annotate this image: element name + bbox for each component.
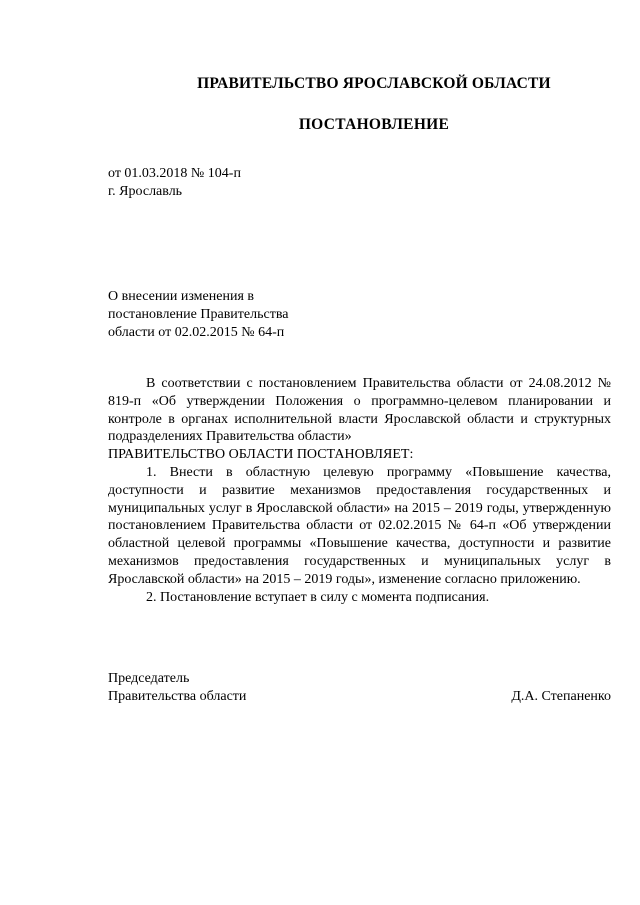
document-type: ПОСТАНОВЛЕНИЕ: [298, 116, 450, 133]
signer-title-line2: Правительства области: [108, 689, 247, 704]
city: г. Ярославль: [108, 184, 183, 199]
signature-block: [108, 670, 611, 706]
government-title: ПРАВИТЕЛЬСТВО ЯРОСЛАВСКОЙ ОБЛАСТИ: [197, 75, 551, 92]
date-number: от 01.03.2018 № 104-п: [108, 166, 241, 181]
item-1-paragraph: 1. Внести в областную целевую программу «Повышение качества, доступности и развитие механизмов предоставления государственных и муниципальных услуг в Ярославской области» на 2015 – 2019 годы, утвержденную постановлением Правительства области от 02.02.2015 № 64-п «Об утверждении областной целевой программы «Повышение качества, доступности и развитие механизмов предоставления государственных и муниципальных услуг в Ярославской области» на 2015 – 2019 годы», изменение согласно приложению.: [108, 464, 611, 587]
subject-line: области от 02.02.2015 № 64-п: [108, 325, 285, 340]
resolves-line: ПРАВИТЕЛЬСТВО ОБЛАСТИ ПОСТАНОВЛЯЕТ:: [108, 447, 414, 463]
subject-line: О внесении изменения в: [108, 289, 254, 304]
preamble-paragraph: В соответствии с постановлением Правительства области от 24.08.2012 № 819-п «Об утверждении Положения о программно-целевом планировании и контроле в органах исполнительной власти Ярославской области и структурных подразделениях Правительства области»: [108, 376, 611, 445]
signer-name: Д.А. Степаненко: [511, 689, 611, 704]
signature-row: [108, 688, 611, 706]
signer-title-line1: Председатель: [108, 671, 190, 686]
document-subject: [108, 288, 288, 342]
document-body: [108, 375, 611, 606]
document-meta: [108, 165, 241, 201]
subject-line: постановление Правительства: [108, 307, 289, 322]
item-2-paragraph: 2. Постановление вступает в силу с момента подписания.: [146, 589, 490, 605]
